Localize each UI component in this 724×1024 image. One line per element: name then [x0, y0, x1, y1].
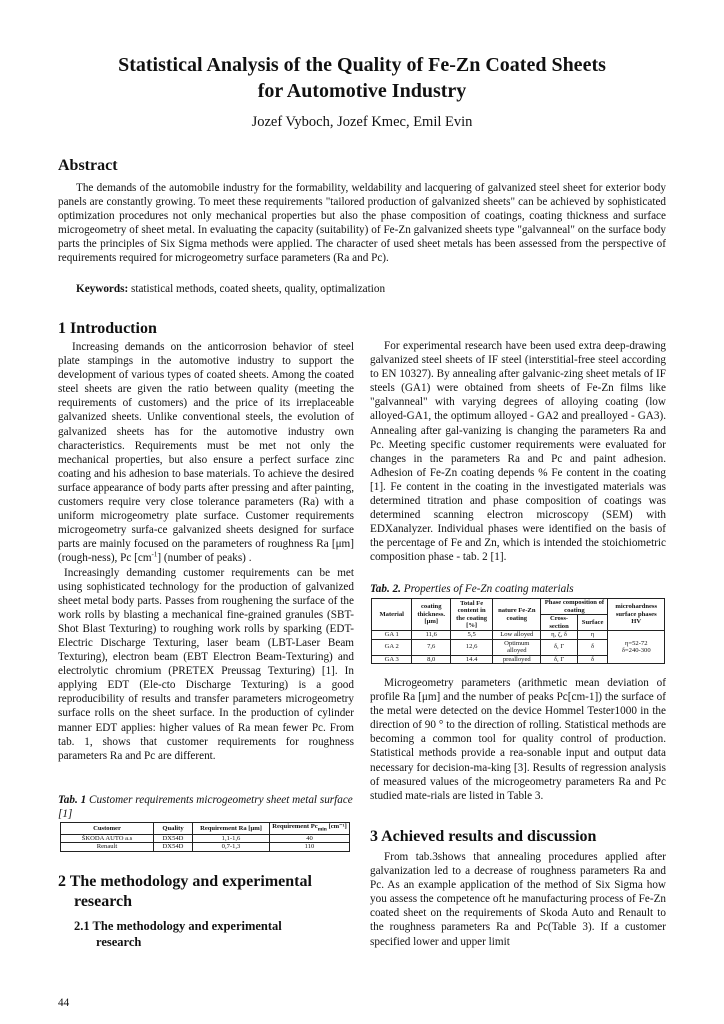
intro-p1-text: Increasing demands on the anticorrosion behavior of steel plate stampings in the automotive industry to support the development of various types of coated sheets. Among the coated steel sheets are given the ratio between quality (meeting the requirements of customers) and the price of its irreplaceable galvanized sheets. Unlike conventional steels, the evolution of galvanized sheets has for the automotive industry own characteristics. Requirements must be met not only the mechanical properties, but also ensure a perfect surface zinc coating and his adhesion to base materials. To achieve the desired surface appearance of body parts after pressing and after painting, customers require very close tolerance parameters (Ra) with a uniform microgeometry plate surface. Customer requirements microgeometry surfa-ce galvanized sheets designed for surface parts are mainly focused on the parameters of roughness Ra [μm] (rough-ness), Pc [cm	[58, 341, 354, 565]
methodology-subheading-line-1: 2.1 The methodology and experimental	[74, 919, 282, 933]
abstract-text: The demands of the automobile industry for the formability, weldability and lacquering of galvanized steel sheet for exterior body panels are constantly growing. To meet these requirements "tailored production of galvanized sheets" can be achieved by sophisticated optimization procedures not only mechanical properties but also the phase composition of coatings, coating thickness and surface microgeometry of sheet metal. In evaluating the capacity (suitability) of Fe-Zn galvanized sheets type "galvanneal" on the surface body parts the principles of Six Sigma methods were applied. The character of used sheet metals has been assessed from the perspective of requirements required for microgeometry surface parameters (Ra and Pc).	[58, 182, 666, 265]
table-cell: GA 2	[372, 639, 412, 655]
table-2-header-phase: Phase composition of coating	[541, 599, 608, 615]
methodology-heading-line-2: research	[74, 893, 133, 910]
table-cell: DX54D	[154, 834, 193, 843]
right-column-text-1	[370, 339, 666, 565]
right-column-text-3	[370, 850, 666, 949]
methodology-heading	[58, 872, 312, 912]
intro-paragraph-1	[58, 340, 354, 566]
table-2-caption	[370, 582, 666, 596]
experiment-paragraph: For experimental research have been used extra deep-drawing galvanized steel sheets of IF steel (interstitial-free steel according to EN 10327). By annealing after galvanic-zing sheet metals of IF steels (GA1) were obtained from sheets of Fe-Zn films like "galvanneal" with varying degrees of alloying coating (low alloyed-GA1, the optimum alloyed - GA2 and prealloyed - GA3). Annealing after gal-vanizing is changing the parameters Ra and Pc. Meeting specific customer requirements were evaluated for changes in the parameters Ra and Pc and paint adhesion. Adhesion of Fe-Zn coating depends % Fe content in the coating [1]. Fe content in the coating in the investigated materials was determined titration and phase composition of coatings was determined scanning electron microscopy (SEM) with EDXanalyzer. Individual phases were identified on the basis of the percentage of Fe and Zn, which is intended the stoichiometric composition phase - tab. 2 [1].	[370, 340, 666, 564]
keywords-text: statistical methods, coated sheets, quality, optimalization	[131, 283, 386, 295]
table-cell: ŠKODA AUTO a.s	[61, 834, 154, 843]
table-cell: 1,1-1,6	[193, 834, 270, 843]
table-cell: Optimum alloyed	[493, 639, 541, 655]
table-cell: 110	[270, 843, 350, 852]
pc-label: Requirement Pc	[272, 823, 318, 830]
table-cell: 7,6	[412, 639, 451, 655]
introduction-text	[58, 340, 354, 763]
micro-value-delta: δ=240-300	[621, 647, 651, 654]
table-cell: GA 1	[372, 631, 412, 640]
page-number: 44	[58, 997, 70, 1009]
table-1-header-customer: Customer	[61, 823, 154, 835]
table-cell: δ	[577, 639, 608, 655]
table-1-header-quality: Quality	[154, 823, 193, 835]
table-1-header-ra: Requirement Ra [μm]	[193, 823, 270, 835]
table-1-label: Tab. 1	[58, 794, 87, 806]
table-2-header-cross: Cross-section	[541, 615, 577, 631]
table-cell: Renault	[61, 843, 154, 852]
keywords	[76, 283, 385, 295]
authors: Jozef Vyboch, Jozef Kmec, Emil Evin	[251, 114, 473, 130]
table-2-label: Tab. 2.	[370, 583, 401, 595]
intro-p1-sup: -1	[151, 550, 158, 559]
table-1	[60, 822, 350, 852]
table-cell: η	[577, 631, 608, 640]
table-cell: δ	[577, 655, 608, 664]
table-2-header-fe: Total Fe content in the coating [%]	[451, 599, 493, 631]
table-cell: δ, Γ	[541, 655, 577, 664]
right-column-text-2	[370, 676, 666, 803]
introduction-heading: 1 Introduction	[58, 320, 157, 337]
table-1-caption	[58, 793, 354, 821]
table-cell: GA 3	[372, 655, 412, 664]
paper-title	[0, 52, 724, 104]
methodology-subheading	[74, 918, 282, 950]
title-line-2: for Automotive Industry	[257, 80, 467, 102]
table-cell: 8,0	[412, 655, 451, 664]
table-row	[372, 631, 665, 640]
methodology-heading-line-1: 2 The methodology and experimental	[58, 873, 312, 890]
table-cell: Low alloyed	[493, 631, 541, 640]
results-heading: 3 Achieved results and discussion	[370, 828, 597, 845]
table-2-header-row	[372, 599, 665, 615]
table-2-header-material: Material	[372, 599, 412, 631]
table-cell: 11,6	[412, 631, 451, 640]
results-paragraph: From tab.3shows that annealing procedures applied after galvanization led to a decrease of roughness parameters Ra and Pc. As an example application of the method of Six Sigma how you assess the competence oft he manufacturing process of Fe-Zn coated sheet on the requirements of Skoda Auto and Renault to the roughness parameters Ra and Pc(Table 3). If a customer specified lower and upper limit	[370, 851, 666, 948]
table-cell: 14.4	[451, 655, 493, 664]
table-2-header-surface: Surface	[577, 615, 608, 631]
table-cell: 40	[270, 834, 350, 843]
intro-paragraph-2: Increasingly demanding customer requirements can be met using sophisticated technology for the production of galvanized sheet metal body parts. Passes from roughening the surface of the work rolls by blasting a mechanical fine-grained granules (SBT-Shot Blast Texturing) to roughing work rolls by sparking (EDT-Electric Discharge Texturing, laser beam (LBT-Laser Beam Texturing), electron beam (EBT Electron Beam-Texturing) and electrolytic chromium (PRETEX Preussag Texturing) [1]. In applying EDT (Ele-cto Discharge Texturing) is a good reproducibility of results and transfer parameters microgeometry surface rolls on the sheet surface. In the production of cylinder manner EDT applies: higher values of Ra mean fewer Pc. From tab. 1, shows that customer requirements for roughness parameters Ra and Pc are different.	[58, 566, 354, 762]
table-2-header-micro: microhardness surface phases HV	[608, 599, 665, 631]
intro-p1-end: ] (number of peaks) .	[157, 552, 252, 565]
table-1-header-pc	[270, 823, 350, 835]
table-row	[61, 843, 350, 852]
table-2-caption-text: Properties of Fe-Zn coating materials	[403, 583, 574, 595]
table-2-header-nature: nature Fe-Zn coating	[493, 599, 541, 631]
table-2	[371, 598, 665, 664]
abstract-heading: Abstract	[58, 157, 118, 174]
pc-sub: min	[317, 826, 327, 833]
table-cell: DX54D	[154, 843, 193, 852]
table-cell: 12,6	[451, 639, 493, 655]
table-cell: prealloyed	[493, 655, 541, 664]
table-cell: δ, Γ	[541, 639, 577, 655]
pc-unit: [cm⁻¹]	[326, 823, 347, 830]
table-1-header-row	[61, 823, 350, 835]
micro-value-eta: η=52-72	[624, 639, 648, 647]
table-1-caption-text: Customer requirements microgeometry sheet metal surface [1]	[58, 794, 353, 820]
methodology-subheading-line-2: research	[96, 935, 142, 949]
table-cell: 0,7-1,3	[193, 843, 270, 852]
table-cell: η, ζ, δ	[541, 631, 577, 640]
table-2-micro-values	[608, 631, 665, 664]
table-cell: 5,5	[451, 631, 493, 640]
title-line-1: Statistical Analysis of the Quality of Fe-Zn Coated Sheets	[118, 54, 606, 76]
table-2-header-thickness: coating thickness. [μm]	[412, 599, 451, 631]
table-row	[61, 834, 350, 843]
microgeometry-paragraph: Microgeometry parameters (arithmetic mean deviation of profile Ra [μm] and the number of peaks Pc[cm-1]) the surface of the metal were detected on the device Hommel Tester1000 in the direction of 90 ° to the direction of rolling. Statistical methods are becoming a common tool for quality control of production. Statistical methods provide a rea-sonable input and output data necessary for decision-ma-king [3]. Results of regression analysis of measured values of the microgeometry parameters Ra and Pc studied mate-rials are listed in Table 3.	[370, 677, 666, 802]
keywords-label: Keywords:	[76, 283, 129, 295]
